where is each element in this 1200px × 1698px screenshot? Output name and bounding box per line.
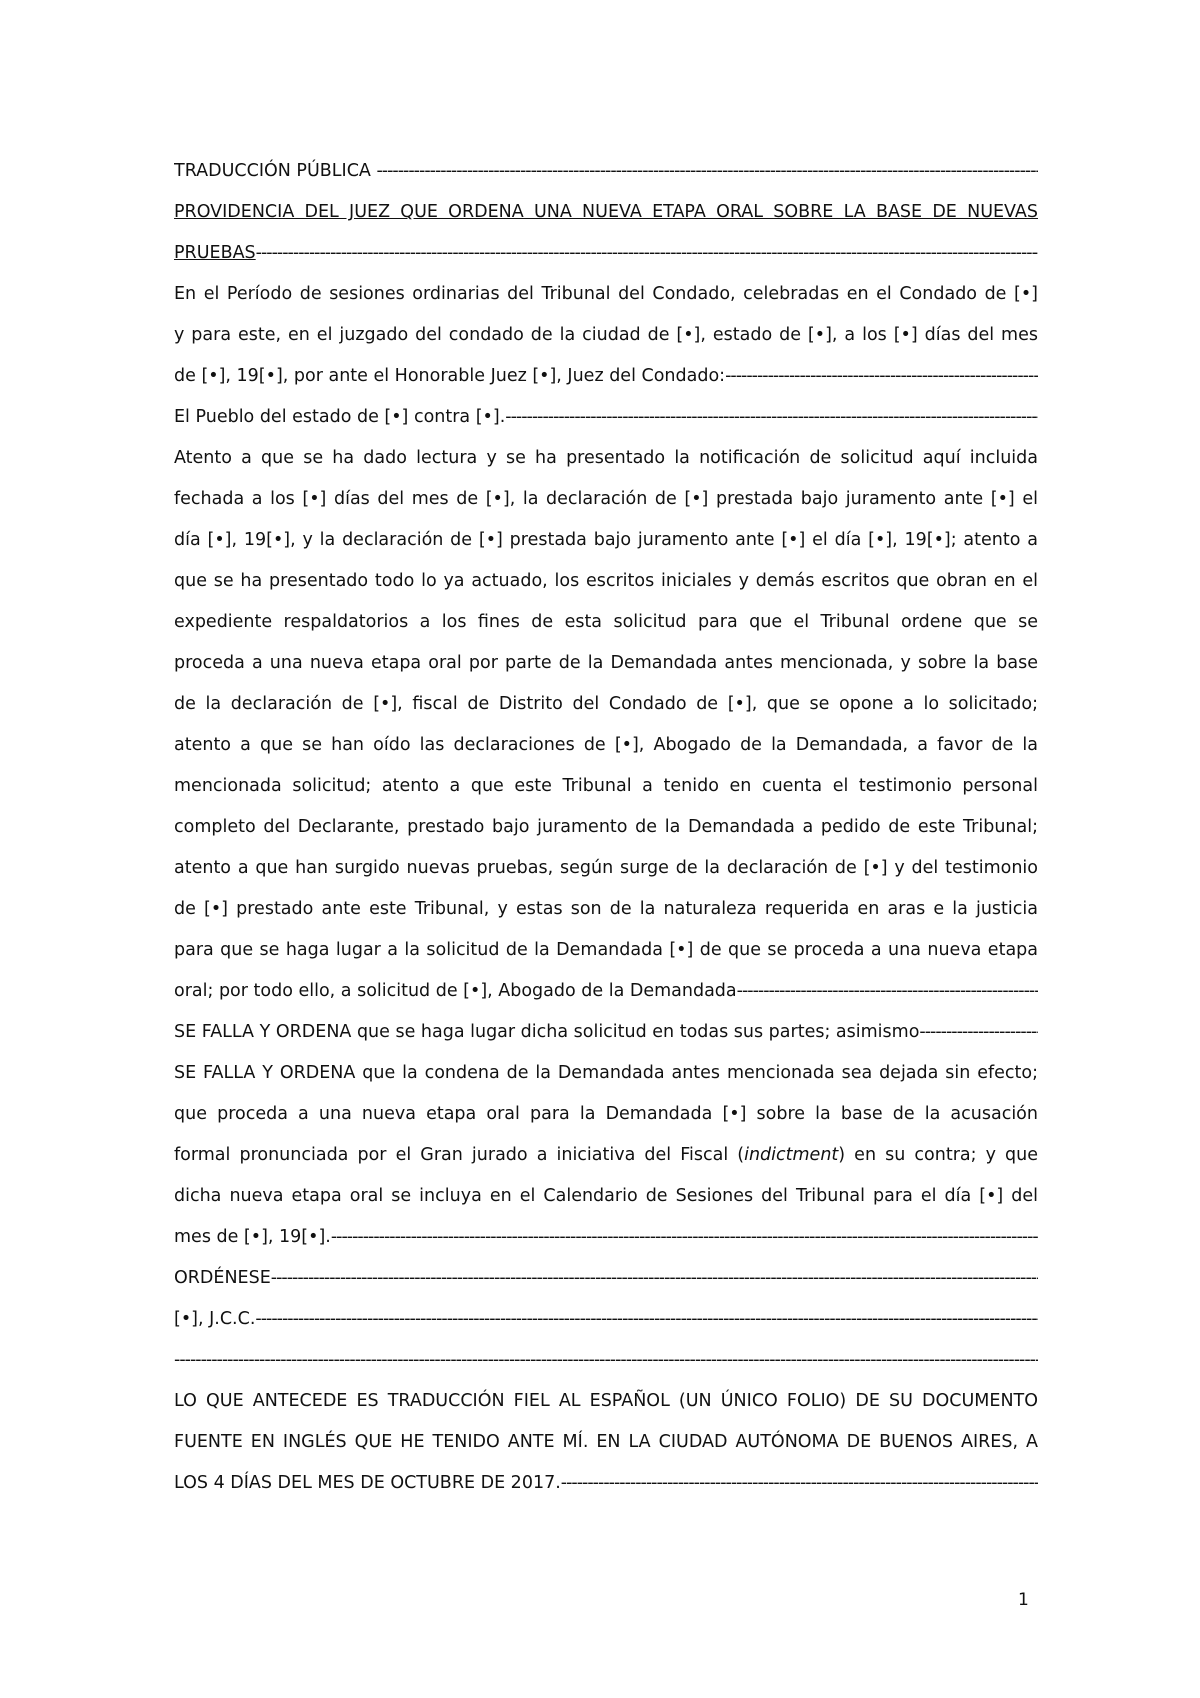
document-title: PROVIDENCIA DEL JUEZ QUE ORDENA UNA NUEVA ETAPA ORAL SOBRE LA BASE DE NUEVAS bbox=[174, 202, 1038, 222]
case-line bbox=[174, 397, 1038, 438]
ordenese-line bbox=[174, 1258, 1038, 1299]
ruling-2-text: que proceda a una nueva etapa oral para la Demandada [•] sobre la base de la acusación bbox=[174, 1104, 1038, 1124]
body-line bbox=[174, 930, 1038, 971]
title-line-2 bbox=[174, 233, 1038, 274]
body-text: atento a que se han oído las declaraciones de [•], Abogado de la Demandada, a favor de la bbox=[174, 735, 1038, 755]
page-number: 1 bbox=[1018, 1590, 1029, 1610]
certification-line bbox=[174, 1381, 1038, 1422]
body-line bbox=[174, 971, 1038, 1012]
document-page bbox=[174, 151, 1038, 1504]
certification-line bbox=[174, 1463, 1038, 1504]
ruling-line bbox=[174, 1053, 1038, 1094]
dash-filler bbox=[255, 1299, 1038, 1340]
intro-line bbox=[174, 274, 1038, 315]
heading-line bbox=[174, 151, 1038, 192]
ruling-2-pre: formal pronunciada por el Gran jurado a iniciativa del Fiscal ( bbox=[174, 1145, 745, 1165]
body-text: que se ha presentado todo lo ya actuado, los escritos iniciales y demás escritos que obran en el bbox=[174, 571, 1038, 591]
body-text: día [•], 19[•], y la declaración de [•] prestada bajo juramento ante [•] el día [•], 19[•]; atento a bbox=[174, 530, 1038, 550]
intro-text: de [•], 19[•], por ante el Honorable Juez [•], Juez del Condado: bbox=[174, 366, 726, 386]
certification-text: LOS 4 DÍAS DEL MES DE OCTUBRE DE 2017. bbox=[174, 1473, 561, 1493]
ruling-line bbox=[174, 1094, 1038, 1135]
dash-filler bbox=[271, 1258, 1038, 1299]
ruling-2-text: mes de [•], 19[•]. bbox=[174, 1227, 331, 1247]
title-line-1 bbox=[174, 192, 1038, 233]
body-line bbox=[174, 520, 1038, 561]
body-text: proceda a una nueva etapa oral por parte de la Demandada antes mencionada, y sobre la base bbox=[174, 653, 1038, 673]
body-line bbox=[174, 889, 1038, 930]
body-line bbox=[174, 766, 1038, 807]
dash-filler bbox=[725, 356, 1038, 397]
document-title-cont: PRUEBAS bbox=[174, 243, 256, 263]
document-heading: TRADUCCIÓN PÚBLICA bbox=[174, 161, 371, 181]
body-line bbox=[174, 807, 1038, 848]
signature-line bbox=[174, 1299, 1038, 1340]
body-line bbox=[174, 602, 1038, 643]
intro-line bbox=[174, 356, 1038, 397]
body-line bbox=[174, 479, 1038, 520]
dash-filler bbox=[561, 1463, 1038, 1504]
dash-filler bbox=[331, 1217, 1038, 1258]
body-text: oral; por todo ello, a solicitud de [•], Abogado de la Demandada bbox=[174, 981, 737, 1001]
body-line bbox=[174, 643, 1038, 684]
ordenese: ORDÉNESE bbox=[174, 1268, 271, 1288]
ruling-2-text: SE FALLA Y ORDENA que la condena de la Demandada antes mencionada sea dejada sin efecto; bbox=[174, 1063, 1038, 1083]
case-caption: El Pueblo del estado de [•] contra [•]. bbox=[174, 407, 506, 427]
body-text: Atento a que se ha dado lectura y se ha presentado la notificación de solicitud aquí incluida bbox=[174, 448, 1038, 468]
body-text: de la declaración de [•], fiscal de Distrito del Condado de [•], que se opone a lo solicitado; bbox=[174, 694, 1038, 714]
indictment-term: indictment bbox=[744, 1145, 839, 1165]
ruling-line bbox=[174, 1217, 1038, 1258]
body-line bbox=[174, 848, 1038, 889]
ruling-line bbox=[174, 1012, 1038, 1053]
judge-signature: [•], J.C.C. bbox=[174, 1309, 256, 1329]
body-text: atento a que han surgido nuevas pruebas, según surge de la declaración de [•] y del testimonio bbox=[174, 858, 1038, 878]
dash-filler bbox=[919, 1012, 1038, 1053]
dash-filler bbox=[505, 397, 1038, 438]
body-text: para que se haga lugar a la solicitud de la Demandada [•] de que se proceda a una nueva etapa bbox=[174, 940, 1038, 960]
certification-text: LO QUE ANTECEDE ES TRADUCCIÓN FIEL AL ESPAÑOL (UN ÚNICO FOLIO) DE SU DOCUMENTO bbox=[174, 1391, 1038, 1411]
ruling-2-text-italic-line bbox=[174, 1135, 1038, 1176]
separator-line bbox=[174, 1340, 1038, 1381]
body-line bbox=[174, 438, 1038, 479]
dash-filler bbox=[256, 233, 1038, 274]
certification-line bbox=[174, 1422, 1038, 1463]
body-text: fechada a los [•] días del mes de [•], la declaración de [•] prestada bajo juramento ante [•] el bbox=[174, 489, 1038, 509]
certification-text: FUENTE EN INGLÉS QUE HE TENIDO ANTE MÍ. EN LA CIUDAD AUTÓNOMA DE BUENOS AIRES, A bbox=[174, 1432, 1038, 1452]
intro-text: En el Período de sesiones ordinarias del Tribunal del Condado, celebradas en el Condado de [•] bbox=[174, 284, 1038, 304]
ruling-line bbox=[174, 1176, 1038, 1217]
body-line bbox=[174, 561, 1038, 602]
intro-line bbox=[174, 315, 1038, 356]
body-text: de [•] prestado ante este Tribunal, y estas son de la naturaleza requerida en aras e la justicia bbox=[174, 899, 1038, 919]
ruling-2-text: dicha nueva etapa oral se incluya en el Calendario de Sesiones del Tribunal para el día [•] del bbox=[174, 1186, 1038, 1206]
body-line bbox=[174, 684, 1038, 725]
ruling-line bbox=[174, 1135, 1038, 1176]
body-text: mencionada solicitud; atento a que este Tribunal a tenido en cuenta el testimonio personal bbox=[174, 776, 1038, 796]
dash-filler bbox=[737, 971, 1038, 1012]
dash-filler bbox=[174, 1340, 1038, 1381]
ruling-1: SE FALLA Y ORDENA que se haga lugar dicha solicitud en todas sus partes; asimismo bbox=[174, 1022, 920, 1042]
body-text: expediente respaldatorios a los fines de esta solicitud para que el Tribunal ordene que se bbox=[174, 612, 1038, 632]
intro-text: y para este, en el juzgado del condado de la ciudad de [•], estado de [•], a los [•] días del mes bbox=[174, 325, 1038, 345]
ruling-2-post: ) en su contra; y que bbox=[838, 1145, 1038, 1165]
body-line bbox=[174, 725, 1038, 766]
dash-filler bbox=[376, 151, 1038, 192]
body-text: completo del Declarante, prestado bajo juramento de la Demandada a pedido de este Tribunal; bbox=[174, 817, 1038, 837]
